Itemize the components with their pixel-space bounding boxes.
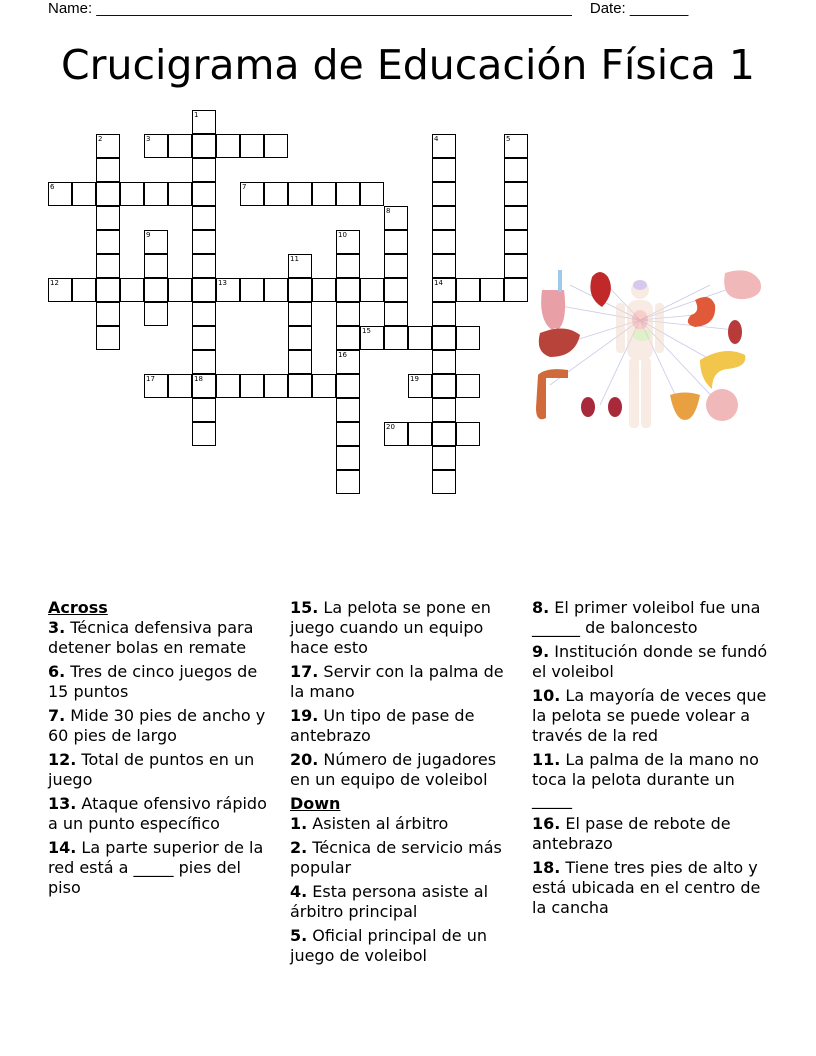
crossword-cell[interactable]: [336, 326, 360, 350]
crossword-cell[interactable]: [192, 182, 216, 206]
crossword-cell[interactable]: [384, 230, 408, 254]
crossword-cell[interactable]: [432, 134, 456, 158]
crossword-cell[interactable]: [264, 182, 288, 206]
crossword-cell[interactable]: [192, 230, 216, 254]
clue-across-3: 3. Técnica defensiva para detener bolas en remate: [48, 618, 254, 657]
crossword-cell[interactable]: [48, 182, 72, 206]
crossword-cell[interactable]: [192, 350, 216, 374]
crossword-cell[interactable]: [144, 182, 168, 206]
crossword-cell[interactable]: [504, 278, 528, 302]
clue-across-6: 6. Tres de cinco juegos de 15 puntos: [48, 662, 258, 701]
crossword-cell[interactable]: [336, 446, 360, 470]
crossword-cell[interactable]: [192, 110, 216, 134]
crossword-cell[interactable]: [288, 326, 312, 350]
clue-across-20: 20. Número de jugadores en un equipo de voleibol: [290, 750, 497, 789]
clue-number: 1: [194, 111, 199, 119]
crossword-cell[interactable]: [432, 422, 456, 446]
clue-number: 9: [146, 231, 151, 239]
crossword-cell[interactable]: [432, 278, 456, 302]
date-label: Date: _______: [589, 0, 689, 17]
crossword-cell[interactable]: [96, 254, 120, 278]
crossword-cell[interactable]: [288, 182, 312, 206]
name-label: Name:: [48, 0, 97, 17]
crossword-cell[interactable]: [192, 206, 216, 230]
clue-across-12: 12. Total de puntos en un juego: [48, 750, 255, 789]
crossword-cell[interactable]: [384, 302, 408, 326]
clue-number: 4: [434, 135, 439, 143]
crossword-cell[interactable]: [312, 278, 336, 302]
crossword-cell[interactable]: [144, 134, 168, 158]
clue-number: 8: [386, 207, 391, 215]
spleen: [728, 320, 742, 344]
crossword-cell[interactable]: [288, 302, 312, 326]
crossword-cell[interactable]: [96, 326, 120, 350]
crossword-cell[interactable]: [288, 374, 312, 398]
crossword-cell[interactable]: [432, 446, 456, 470]
brain: [724, 270, 761, 299]
crossword-cell[interactable]: [192, 398, 216, 422]
clue-number: 15: [362, 327, 371, 335]
kidney-left: [581, 397, 595, 417]
crossword-cell[interactable]: [192, 158, 216, 182]
clue-number: 6: [50, 183, 55, 191]
crossword-cell[interactable]: [504, 254, 528, 278]
crossword-cell[interactable]: [168, 182, 192, 206]
crossword-cell[interactable]: [336, 230, 360, 254]
crossword-cell[interactable]: [264, 278, 288, 302]
crossword-cell[interactable]: [504, 230, 528, 254]
crossword-cell[interactable]: [192, 302, 216, 326]
crossword-cell[interactable]: [456, 422, 480, 446]
crossword-cell[interactable]: [384, 326, 408, 350]
crossword-cell[interactable]: [336, 470, 360, 494]
clue-number: 13: [218, 279, 227, 287]
clue-across-19: 19. Un tipo de pase de antebrazo: [290, 706, 475, 745]
crossword-cell[interactable]: [336, 398, 360, 422]
crossword-cell[interactable]: [432, 206, 456, 230]
crossword-cell[interactable]: [432, 374, 456, 398]
clue-down-8: 8. El primer voleibol fue una ______ de baloncesto: [532, 598, 761, 637]
clue-number: 10: [338, 231, 347, 239]
clue-across-15: 15. La pelota se pone en juego cuando un equipo hace esto: [290, 598, 491, 657]
clue-down-2: 2. Técnica de servicio más popular: [290, 838, 502, 877]
crossword-cell[interactable]: [504, 206, 528, 230]
clue-across-13: 13. Ataque ofensivo rápido a un punto específico: [48, 794, 267, 833]
clue-number: 3: [146, 135, 151, 143]
body-silhouette: [616, 281, 664, 428]
crossword-cell[interactable]: [264, 134, 288, 158]
crossword-cell[interactable]: [96, 206, 120, 230]
clue-down-4: 4. Esta persona asiste al árbitro principal: [290, 882, 489, 921]
crossword-cell[interactable]: [288, 254, 312, 278]
crossword-cell[interactable]: [336, 422, 360, 446]
crossword-cell[interactable]: [312, 182, 336, 206]
crossword-cell[interactable]: [432, 398, 456, 422]
clue-number: 14: [434, 279, 443, 287]
liver: [539, 328, 580, 357]
clue-across-14: 14. La parte superior de la red está a _____ pies del piso: [48, 838, 264, 897]
crossword-cell[interactable]: [144, 302, 168, 326]
crossword-cell[interactable]: [384, 422, 408, 446]
across-heading: Across: [48, 598, 108, 617]
page-title: Crucigrama de Educación Física 1: [61, 41, 755, 89]
crossword-cell[interactable]: [432, 350, 456, 374]
clue-down-10: 10. La mayoría de veces que la pelota se puede volear a través de la red: [532, 686, 767, 745]
clue-number: 18: [194, 375, 203, 383]
heart: [590, 272, 611, 307]
crossword-cell[interactable]: [96, 158, 120, 182]
crossword-grid: [0, 0, 816, 520]
crossword-cell[interactable]: [240, 374, 264, 398]
crossword-cell[interactable]: [144, 230, 168, 254]
crossword-cell[interactable]: [192, 254, 216, 278]
crossword-cell[interactable]: [408, 326, 432, 350]
crossword-cell[interactable]: [432, 230, 456, 254]
name-blank: _________________________________________________________: [96, 0, 572, 17]
crossword-cell[interactable]: [336, 278, 360, 302]
crossword-cell[interactable]: [192, 278, 216, 302]
clue-number: 2: [98, 135, 103, 143]
crossword-cell[interactable]: [168, 278, 192, 302]
crossword-cell[interactable]: [360, 278, 384, 302]
crossword-cell[interactable]: [336, 302, 360, 326]
crossword-cell[interactable]: [336, 254, 360, 278]
crossword-cell[interactable]: [192, 134, 216, 158]
small-intestine: [706, 389, 738, 421]
clue-number: 20: [386, 423, 395, 431]
clues-column-2: [290, 598, 518, 970]
clue-down-9: 9. Institución donde se fundó el voleibol: [532, 642, 768, 681]
crossword-cell[interactable]: [96, 182, 120, 206]
crossword-cell[interactable]: [432, 182, 456, 206]
crossword-cell[interactable]: [432, 326, 456, 350]
crossword-cell[interactable]: [408, 374, 432, 398]
crossword-cell[interactable]: [96, 230, 120, 254]
crossword-cell[interactable]: [168, 134, 192, 158]
crossword-cell[interactable]: [432, 254, 456, 278]
crossword-cell[interactable]: [216, 374, 240, 398]
crossword-cell[interactable]: [336, 350, 360, 374]
clue-down-18: 18. Tiene tres pies de alto y está ubicada en el centro de la cancha: [532, 858, 761, 917]
crossword-cell[interactable]: [72, 182, 96, 206]
crossword-cell[interactable]: [72, 278, 96, 302]
crossword-cell[interactable]: [96, 278, 120, 302]
crossword-cell[interactable]: [240, 278, 264, 302]
crossword-cell[interactable]: [432, 158, 456, 182]
crossword-cell[interactable]: [432, 302, 456, 326]
human-organs-illustration: [530, 265, 770, 435]
crossword-cell[interactable]: [408, 422, 432, 446]
crossword-cell[interactable]: [216, 134, 240, 158]
clue-number: 17: [146, 375, 155, 383]
crossword-cell[interactable]: [288, 278, 312, 302]
clue-down-11: 11. La palma de la mano no toca la pelota durante un _____: [532, 750, 759, 809]
clue-number: 16: [338, 351, 347, 359]
crossword-cell[interactable]: [216, 278, 240, 302]
crossword-cell[interactable]: [360, 182, 384, 206]
down-heading: Down: [290, 794, 341, 813]
crossword-cell[interactable]: [456, 278, 480, 302]
crossword-cell[interactable]: [144, 374, 168, 398]
pancreas: [700, 351, 745, 389]
crossword-cell[interactable]: [192, 422, 216, 446]
crossword-cell[interactable]: [192, 326, 216, 350]
crossword-cell[interactable]: [384, 206, 408, 230]
clue-down-16: 16. El pase de rebote de antebrazo: [532, 814, 731, 853]
crossword-cell[interactable]: [336, 374, 360, 398]
crossword-cell[interactable]: [288, 350, 312, 374]
clue-down-5: 5. Oficial principal de un juego de voleibol: [290, 926, 487, 965]
clue-across-7: 7. Mide 30 pies de ancho y 60 pies de largo: [48, 706, 266, 745]
crossword-cell[interactable]: [96, 134, 120, 158]
crossword-cell[interactable]: [384, 254, 408, 278]
crossword-cell[interactable]: [48, 278, 72, 302]
crossword-cell[interactable]: [456, 326, 480, 350]
crossword-cell[interactable]: [456, 374, 480, 398]
large-intestine: [536, 369, 568, 419]
clue-number: 12: [50, 279, 59, 287]
clue-across-17: 17. Servir con la palma de la mano: [290, 662, 504, 701]
crossword-cell[interactable]: [432, 470, 456, 494]
crossword-cell[interactable]: [360, 326, 384, 350]
clues-column-3: [532, 598, 772, 922]
clue-number: 19: [410, 375, 419, 383]
crossword-cell[interactable]: [120, 278, 144, 302]
crossword-cell[interactable]: [504, 158, 528, 182]
crossword-cell[interactable]: [480, 278, 504, 302]
crossword-cell[interactable]: [504, 134, 528, 158]
crossword-cell[interactable]: [384, 278, 408, 302]
crossword-cell[interactable]: [264, 374, 288, 398]
crossword-cell[interactable]: [240, 134, 264, 158]
crossword-cell[interactable]: [144, 254, 168, 278]
crossword-cell[interactable]: [504, 182, 528, 206]
crossword-cell[interactable]: [240, 182, 264, 206]
clues-column-1: [48, 598, 276, 902]
clue-number: 7: [242, 183, 247, 191]
crossword-cell[interactable]: [120, 182, 144, 206]
crossword-cell[interactable]: [168, 374, 192, 398]
crossword-cell[interactable]: [336, 182, 360, 206]
clue-number: 5: [506, 135, 511, 143]
crossword-cell[interactable]: [312, 374, 336, 398]
crossword-cell[interactable]: [192, 374, 216, 398]
clue-down-1: 1. Asisten al árbitro: [290, 814, 449, 833]
bladder: [670, 393, 700, 421]
crossword-cell[interactable]: [144, 278, 168, 302]
crossword-cell[interactable]: [96, 302, 120, 326]
clue-number: 11: [290, 255, 299, 263]
